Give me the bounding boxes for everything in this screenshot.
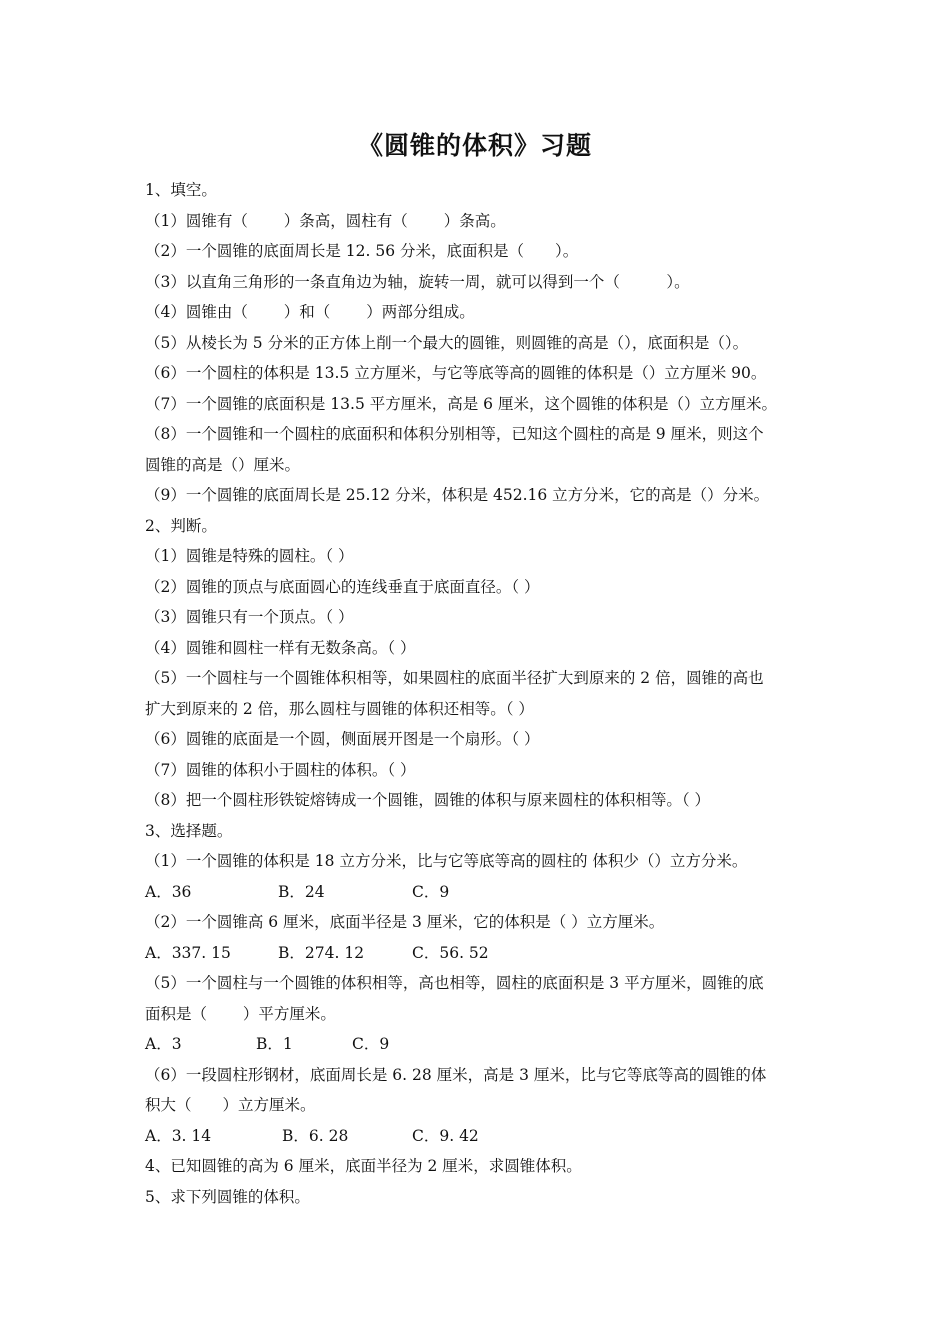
- choice-6: （6）一段圆柱形钢材，底面周长是 6. 28 厘米，高是 3 厘米，比与它等底等高的圆锥的体: [145, 1065, 767, 1084]
- choice-1-option-c: C．9: [412, 882, 450, 901]
- fill-blank-5: （5）从棱长为 5 分米的正方体上削一个最大的圆锥，则圆锥的高是（），底面积是（）。: [145, 333, 749, 352]
- choice-1-options: [145, 877, 810, 908]
- choice-5-option-a: A．3: [145, 1035, 182, 1053]
- page-title: 《圆锥的体积》习题: [357, 131, 592, 160]
- choice-1-option-b: B．24: [278, 882, 325, 901]
- fill-blank-6: （6）一个圆柱的体积是 13.5 立方厘米，与它等底等高的圆锥的体积是（）立方厘米 90。: [145, 364, 767, 382]
- fill-blank-2: （2）一个圆锥的底面周长是 12. 56 分米，底面积是（ ）。: [145, 242, 579, 260]
- judge-7: （7）圆锥的体积小于圆柱的体积。（ ）: [145, 760, 416, 779]
- choice-2-option-a: A．337. 15: [145, 943, 231, 962]
- judge-2: （2）圆锥的顶点与底面圆心的连线垂直于底面直径。（ ）: [145, 577, 540, 596]
- choice-6-option-b: B．6. 28: [282, 1126, 349, 1145]
- choice-5-cont: 面积是（ ）平方厘米。: [145, 1004, 336, 1023]
- worksheet-content: [145, 175, 810, 1212]
- judge-6: （6）圆锥的底面是一个圆，侧面展开图是一个扇形。（ ）: [145, 730, 540, 748]
- choice-5-option-b: B．1: [256, 1035, 293, 1053]
- section1-heading: 1、填空。: [145, 181, 217, 199]
- choice-2-options: [145, 938, 810, 969]
- fill-blank-8: （8）一个圆锥和一个圆柱的底面积和体积分别相等，已知这个圆柱的高是 9 厘米，则这个: [145, 425, 764, 443]
- fill-blank-9: （9）一个圆锥的底面周长是 25.12 分米，体积是 452.16 立方分米，它的高是（）分米。: [145, 486, 770, 504]
- section4-heading: 4、已知圆锥的高为 6 厘米，底面半径为 2 厘米，求圆锥体积。: [145, 1157, 582, 1175]
- judge-5: （5）一个圆柱与一个圆锥体积相等，如果圆柱的底面半径扩大到原来的 2 倍，圆锥的高也: [145, 669, 764, 687]
- choice-2: （2）一个圆锥高 6 厘米，底面半径是 3 厘米，它的体积是（ ）立方厘米。: [145, 913, 665, 931]
- section5-heading: 5、求下列圆锥的体积。: [145, 1187, 310, 1206]
- fill-blank-3: （3）以直角三角形的一条直角边为轴，旋转一周，就可以得到一个（ ）。: [145, 272, 690, 291]
- choice-5: （5）一个圆柱与一个圆锥的体积相等，高也相等，圆柱的底面积是 3 平方厘米，圆锥的底: [145, 974, 764, 992]
- choice-5-option-c: C．9: [352, 1035, 390, 1053]
- choice-6-cont: 积大（ ）立方厘米。: [145, 1096, 316, 1114]
- choice-1-option-a: A．36: [145, 882, 192, 901]
- choice-2-option-b: B．274. 12: [278, 943, 365, 962]
- choice-2-option-c: C．56. 52: [412, 943, 489, 962]
- judge-3: （3）圆锥只有一个顶点。（ ）: [145, 608, 354, 626]
- choice-5-options: [145, 1029, 810, 1060]
- fill-blank-4: （4）圆锥由（ ）和（ ）两部分组成。: [145, 303, 475, 321]
- judge-1: （1）圆锥是特殊的圆柱。（ ）: [145, 547, 354, 565]
- choice-1: （1）一个圆锥的体积是 18 立方分米，比与它等底等高的圆柱的 体积少（）立方分米。: [145, 852, 748, 870]
- fill-blank-8-cont: 圆锥的高是（）厘米。: [145, 455, 301, 474]
- section3-heading: 3、选择题。: [145, 821, 233, 840]
- fill-blank-7: （7）一个圆锥的底面积是 13.5 平方厘米，高是 6 厘米，这个圆锥的体积是（）立方厘米。: [145, 394, 777, 413]
- section2-heading: 2、判断。: [145, 516, 217, 535]
- choice-6-option-c: C．9. 42: [412, 1126, 479, 1145]
- judge-5-cont: 扩大到原来的 2 倍，那么圆柱与圆锥的体积还相等。（ ）: [145, 699, 534, 718]
- choice-6-option-a: A．3. 14: [145, 1126, 212, 1145]
- judge-4: （4）圆锥和圆柱一样有无数条高。（ ）: [145, 638, 416, 657]
- choice-6-options: [145, 1121, 810, 1152]
- judge-8: （8）把一个圆柱形铁锭熔铸成一个圆锥，圆锥的体积与原来圆柱的体积相等。（ ）: [145, 791, 711, 809]
- fill-blank-1: （1）圆锥有（ ）条高，圆柱有（ ）条高。: [145, 211, 506, 230]
